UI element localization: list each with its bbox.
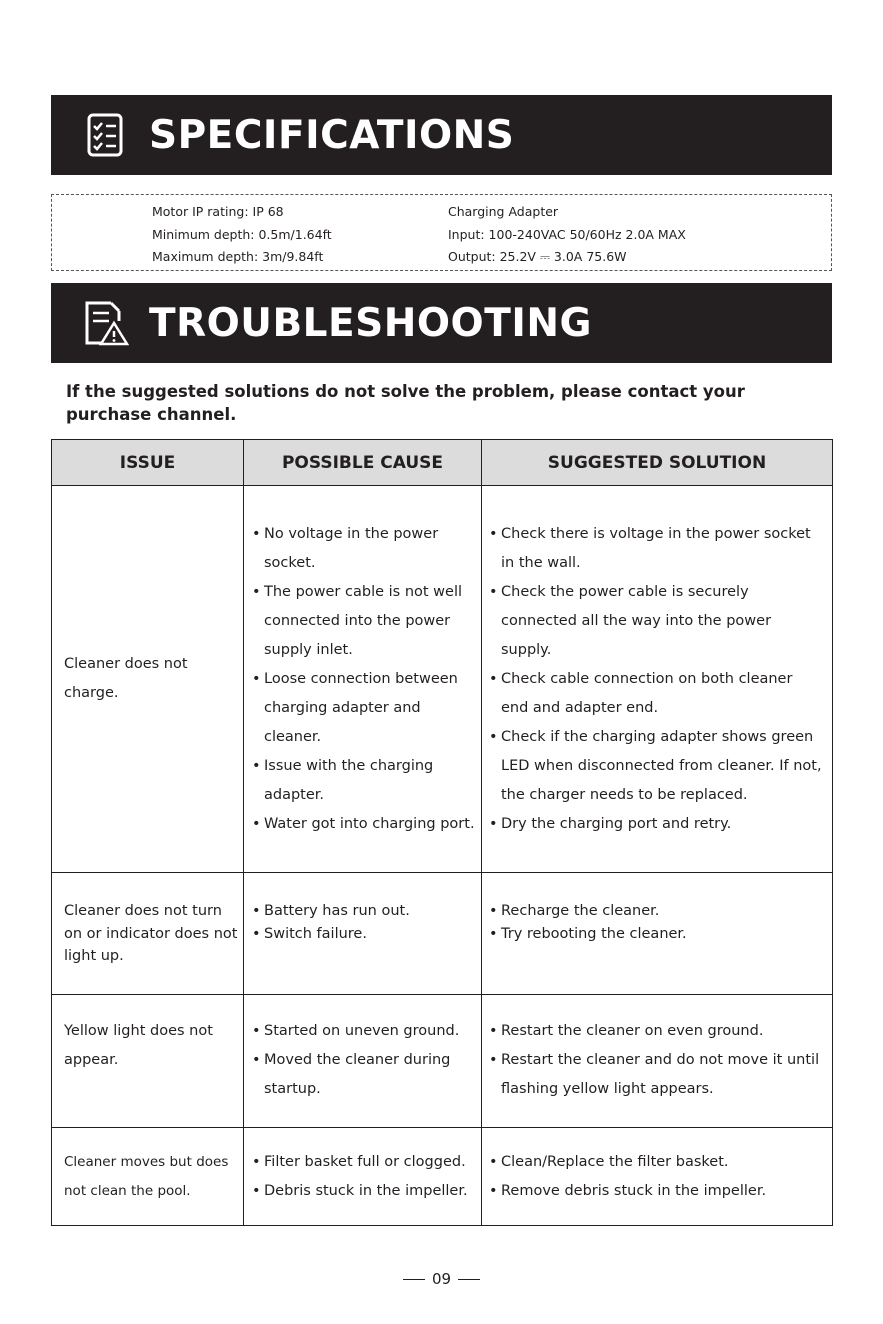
- cause-item: • No voltage in the power socket.: [250, 520, 477, 578]
- solution-item: • Restart the cleaner on even ground.: [487, 1017, 824, 1046]
- solution-item: • Check cable connection on both cleaner end and adapter end.: [487, 665, 824, 723]
- issue-header: ISSUE: [52, 440, 244, 486]
- adapter-specs: [448, 201, 686, 269]
- spec-line: Maximum depth: 3m/9.84ft: [152, 249, 324, 264]
- solution-item: • Restart the cleaner and do not move it until flashing yellow light appears.: [487, 1046, 824, 1104]
- cause-item: • Started on uneven ground.: [250, 1017, 477, 1046]
- spec-line: Minimum depth: 0.5m/1.64ft: [152, 226, 332, 242]
- cause-cell: [244, 1128, 482, 1226]
- solution-item: • Clean/Replace the filter basket.: [487, 1148, 824, 1177]
- issue-cell: Cleaner does not charge.: [52, 486, 244, 873]
- solution-cell: [482, 486, 833, 873]
- spec-line: Motor IP rating: IP 68: [152, 204, 284, 219]
- document-warning-icon: [81, 299, 129, 347]
- solution-header: SUGGESTED SOLUTION: [482, 440, 833, 486]
- table-header-row: [52, 440, 833, 486]
- solution-item: • Check there is voltage in the power socket in the wall.: [487, 520, 824, 578]
- cause-item: • Loose connection between charging adapter and cleaner.: [250, 665, 477, 752]
- solution-cell: [482, 995, 833, 1128]
- solution-cell: [482, 1128, 833, 1226]
- cause-item: • Filter basket full or clogged.: [250, 1148, 477, 1177]
- cause-item: • Issue with the charging adapter.: [250, 752, 477, 810]
- solution-item: • Try rebooting the cleaner.: [487, 923, 824, 946]
- spec-line: Input: 100-240VAC 50/60Hz 2.0A MAX: [448, 226, 686, 242]
- troubleshooting-title: TROUBLESHOOTING: [149, 301, 592, 346]
- cause-cell: [244, 873, 482, 995]
- solution-item: • Remove debris stuck in the impeller.: [487, 1177, 824, 1206]
- solution-item: • Check if the charging adapter shows green LED when disconnected from cleaner. If not, the charger needs to be replaced.: [487, 723, 824, 810]
- cause-item: • Debris stuck in the impeller.: [250, 1177, 477, 1206]
- issue-cell: Cleaner moves but does not clean the pool.: [52, 1128, 244, 1226]
- solution-item: • Dry the charging port and retry.: [487, 810, 824, 839]
- spec-line: Charging Adapter: [448, 204, 559, 219]
- cause-item: • Moved the cleaner during startup.: [250, 1046, 477, 1104]
- spec-line: Output: 25.2V ⎓ 3.0A 75.6W: [448, 249, 627, 264]
- issue-cell: Yellow light does not appear.: [52, 995, 244, 1128]
- cause-item: • Battery has run out.: [250, 900, 477, 923]
- specifications-banner: [51, 95, 832, 175]
- table-row: [52, 995, 833, 1128]
- troubleshooting-intro: If the suggested solutions do not solve the problem, please contact your purchase channel.: [66, 382, 745, 424]
- checklist-icon: [81, 111, 129, 159]
- solution-item: • Recharge the cleaner.: [487, 900, 824, 923]
- specifications-title: SPECIFICATIONS: [149, 113, 515, 158]
- solution-item: • Check the power cable is securely connected all the way into the power supply.: [487, 578, 824, 665]
- solution-cell: [482, 873, 833, 995]
- specifications-box: [51, 194, 832, 271]
- cause-cell: [244, 486, 482, 873]
- table-row: [52, 486, 833, 873]
- table-row: [52, 873, 833, 995]
- page-number: 09: [431, 1270, 452, 1288]
- cause-item: • Water got into charging port.: [250, 810, 477, 839]
- footer-dash: [458, 1279, 480, 1280]
- issue-cell: Cleaner does not turn on or indicator does not light up.: [52, 873, 244, 995]
- cause-item: • The power cable is not well connected into the power supply inlet.: [250, 578, 477, 665]
- troubleshooting-banner: [51, 283, 832, 363]
- cause-item: • Switch failure.: [250, 923, 477, 946]
- table-row: [52, 1128, 833, 1226]
- page-footer: [0, 1270, 883, 1288]
- motor-specs: [152, 201, 332, 269]
- cause-header: POSSIBLE CAUSE: [244, 440, 482, 486]
- footer-dash: [403, 1279, 425, 1280]
- troubleshooting-table: [51, 439, 833, 1226]
- cause-cell: [244, 995, 482, 1128]
